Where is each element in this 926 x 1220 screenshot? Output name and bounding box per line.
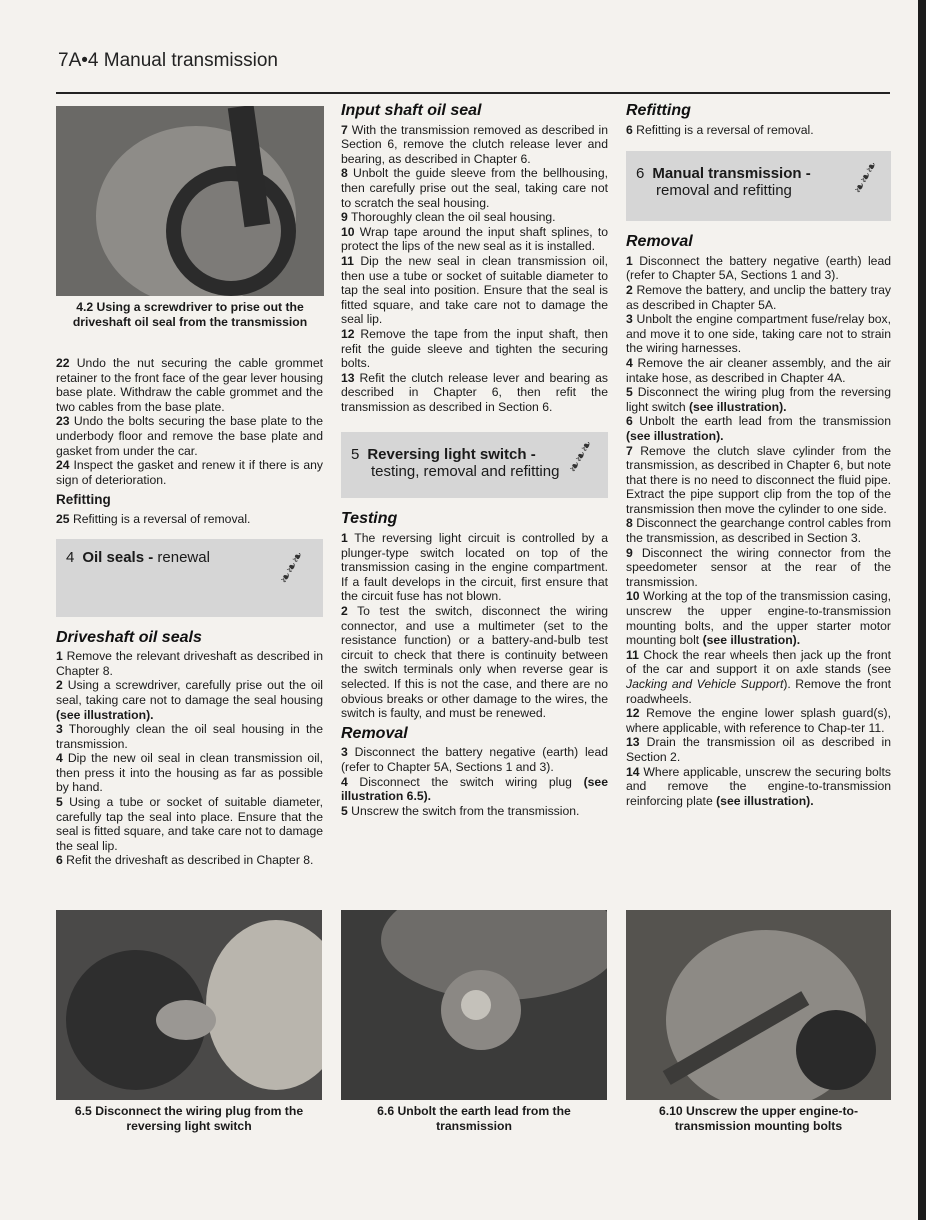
para-8: 8 Disconnect the gearchange control cables from the transmission, as described in Section 3. bbox=[626, 516, 891, 546]
section-5-box: 5 Reversing light switch - testing, removal and refitting ❧❧❧ bbox=[341, 432, 608, 498]
section-number: 6 bbox=[636, 165, 645, 183]
para-25: 25 Refitting is a reversal of removal. bbox=[56, 511, 251, 526]
heading-removal: Removal bbox=[341, 724, 408, 742]
caption-4-2: 4.2 Using a screwdriver to prise out the driveshaft oil seal from the transmission bbox=[72, 300, 308, 329]
para-8: 8 Unbolt the guide sleeve from the bellhousing, then carefully prise out the seal, taking care not to scratch the seal housing. bbox=[341, 166, 608, 210]
para-6: 6 Refitting is a reversal of removal. bbox=[626, 122, 814, 137]
heading-removal-3: Removal bbox=[626, 233, 693, 251]
spanner-difficulty-icon: ❧❧❧ bbox=[564, 437, 596, 476]
column-3 bbox=[626, 104, 891, 808]
para-13: 13 Drain the transmission oil as described in Section 2. bbox=[626, 735, 892, 764]
para-9: 9 Disconnect the wiring connector from the speedometer sensor at the rear of the transmission. bbox=[626, 545, 891, 589]
section-number: 5 bbox=[351, 446, 360, 464]
header-rule bbox=[56, 92, 890, 94]
spanner-difficulty-icon: ❧❧❧ bbox=[849, 158, 881, 197]
para-3: 3 Disconnect the battery negative (earth) lead (refer to Chapter 5A, Sections 1 and 3). bbox=[341, 745, 609, 774]
para-24: 24 Inspect the gasket and renew it if there is any sign of deterioration. bbox=[56, 458, 323, 487]
para-10: 10 Working at the top of the transmission casing, unscrew the upper engine-to-transmission mounting bolts, and the upper starter motor mounting bolt (see illustration). bbox=[626, 589, 892, 648]
para-2: 2 To test the switch, disconnect the wiring connector, and use a multimeter (set to the resistance function) or a battery-and-bulb test circuit to check that there is continuity between the switch terminals only when reverse gear is selected. If this is not the case, and there are no obvious breaks or other damage to the wires, the switch is faulty, and must be renewed. bbox=[341, 604, 608, 721]
heading-driveshaft-oil-seals: Driveshaft oil seals bbox=[56, 628, 202, 646]
para-12: 12 Remove the tape from the input shaft, then refit the guide sleeve and tighten the securing bolts. bbox=[341, 326, 608, 371]
column-2 bbox=[341, 104, 608, 818]
caption-6-5: 6.5 Disconnect the wiring plug from the reversing light switch bbox=[74, 1104, 304, 1133]
section-6-box: 6 Manual transmission - removal and refitting ❧❧❧ bbox=[626, 151, 891, 221]
para-7: 7 With the transmission removed as described in Section 6, remove the clutch release lever and bearing, as described in Chapter 6. bbox=[341, 122, 608, 166]
photo-6-5 bbox=[56, 910, 322, 1100]
section-4-box: 4 Oil seals - renewal ❧❧❧ bbox=[56, 539, 323, 617]
page-edge-shadow bbox=[918, 0, 926, 1220]
para-2: 2 Using a screwdriver, carefully prise out the oil seal, taking care not to damage the seal housing (see illustration). bbox=[56, 678, 324, 722]
para-10: 10 Wrap tape around the input shaft splines, to protect the lips of the new seal as it is installed. bbox=[341, 224, 608, 254]
photo-6-10 bbox=[626, 910, 891, 1100]
para-22: 22 Undo the nut securing the cable grommet retainer to the front face of the gear lever housing base plate. Withdraw the cable grommet and the two cables from the base plate. bbox=[56, 356, 323, 414]
para-4: 4 Remove the air cleaner assembly, and the air intake hose, as described in Chapter 4A. bbox=[626, 355, 891, 385]
caption-6-6: 6.6 Unbolt the earth lead from the transmission bbox=[377, 1104, 571, 1133]
para-11: 11 Dip the new seal in clean transmission oil, then use a tube or socket of suitable diameter to tap the seal into position. Ensure that the seal is fitted square, and take care not to damage the seal lip. bbox=[341, 253, 608, 327]
page-header: 7A•4 Manual transmission bbox=[58, 50, 278, 71]
para-12: 12 Remove the engine lower splash guard(s), where applicable, with reference to Chap-ter 11. bbox=[626, 706, 891, 735]
column-1 bbox=[56, 356, 323, 868]
photo-4-2 bbox=[56, 106, 324, 296]
para-1: 1 The reversing light circuit is controlled by a plunger-type switch located on top of the transmission casing in the engine compartment. If a fault develops in the circuit, first ensure that the circuit fuse has not blown. bbox=[341, 531, 608, 604]
para-5: 5 Unscrew the switch from the transmission. bbox=[341, 803, 580, 818]
para-4: 4 Disconnect the switch wiring plug (see illustration 6.5). bbox=[341, 774, 608, 804]
section-number: 4 bbox=[66, 548, 75, 566]
para-1: 1 Disconnect the battery negative (earth) lead (refer to Chapter 5A, Sections 1 and 3). bbox=[626, 253, 891, 283]
para-13: 13 Refit the clutch release lever and bearing as described in Chapter 6, then refit the transmission as described in Section 6. bbox=[341, 370, 608, 414]
para-9: 9 Thoroughly clean the oil seal housing. bbox=[341, 210, 556, 225]
para-3: 3 Unbolt the engine compartment fuse/relay box, and move it to one side, taking care not to strain the wiring harnesses. bbox=[626, 312, 891, 356]
para-23: 23 Undo the bolts securing the base plate to the underbody floor and remove the base plate and gasket from under the car. bbox=[56, 414, 323, 458]
heading-testing: Testing bbox=[341, 510, 398, 528]
para-2: 2 Remove the battery, and unclip the battery tray as described in Chapter 5A. bbox=[626, 282, 891, 312]
heading-refitting-1: Refitting bbox=[56, 492, 111, 508]
para-5: 5 Disconnect the wiring plug from the reversing light switch (see illustration). bbox=[626, 385, 891, 414]
heading-refitting-3: Refitting bbox=[626, 102, 691, 119]
para-11: 11 Chock the rear wheels then jack up the front of the car and support it on axle stands (see Jacking and Vehicle Support). Remove the front roadwheels. bbox=[626, 647, 891, 706]
para-7: 7 Remove the clutch slave cylinder from the transmission, as described in Chapter 6, but note that there is no need to disconnect the fluid pipe. Extract the pipe support clip from the top of the transmission then move the cylinder to one side. bbox=[626, 443, 891, 516]
spanner-difficulty-icon: ❧❧❧ bbox=[275, 547, 307, 587]
heading-input-shaft-oil-seal: Input shaft oil seal bbox=[341, 102, 482, 119]
para-3: 3 Thoroughly clean the oil seal housing in the transmission. bbox=[56, 722, 323, 751]
para-1: 1 Remove the relevant driveshaft as described in Chapter 8. bbox=[56, 649, 324, 678]
para-6: 6 Refit the driveshaft as described in Chapter 8. bbox=[56, 853, 314, 868]
para-14: 14 Where applicable, unscrew the securing bolts and remove the engine-to-transmission reinforcing plate (see illustration). bbox=[626, 764, 891, 808]
photo-6-6 bbox=[341, 910, 607, 1100]
para-6b: 6 Unbolt the earth lead from the transmission (see illustration). bbox=[626, 414, 891, 443]
para-5: 5 Using a tube or socket of suitable diameter, carefully tap the seal into place. Ensure that the seal is fitted square, and take care not to damage the seal lip. bbox=[56, 795, 323, 853]
para-4: 4 Dip the new oil seal in clean transmission oil, then press it into the housing as far as possible by hand. bbox=[56, 751, 323, 795]
caption-6-10: 6.10 Unscrew the upper engine-to-transmission mounting bolts bbox=[658, 1104, 859, 1133]
